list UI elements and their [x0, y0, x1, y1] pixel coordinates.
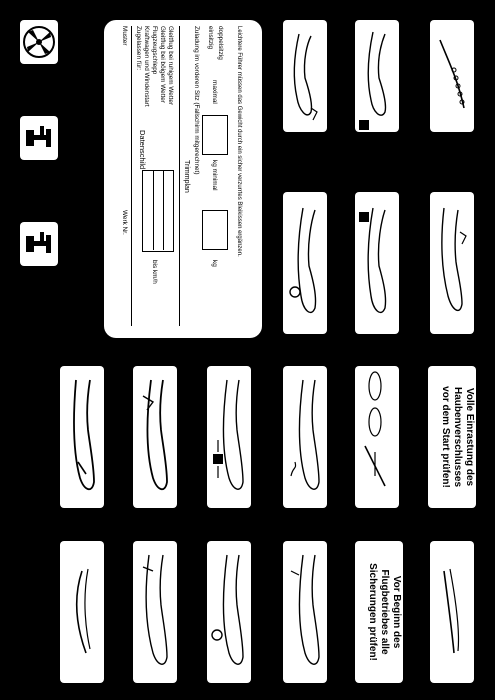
instruction-tile	[207, 541, 251, 683]
warning-haube-text: Volle Einrastung des Haubenverschlusses vor dem Start prüfen!	[440, 386, 475, 488]
einsitzig-label: einsitzig	[207, 26, 214, 50]
instruction-tile	[430, 20, 474, 132]
control-stick-icon	[20, 116, 58, 160]
min-box	[202, 210, 228, 250]
kraftwagen-label: Kraftwagen und Windenstart	[143, 26, 150, 107]
trimmplan-label: Trimmplan	[183, 160, 190, 193]
propeller-disc-icon	[20, 20, 58, 64]
instruction-tile	[355, 192, 399, 334]
instruction-tile	[60, 366, 104, 508]
instruction-tile	[355, 20, 399, 132]
instruction-tile	[60, 541, 104, 683]
instruction-tile	[283, 20, 327, 132]
doppelsitzig-label: doppelsitzig	[217, 26, 224, 60]
instruction-tile	[207, 366, 251, 508]
datenschild-label: Datenschild	[138, 130, 147, 170]
zugelassen-label: Zugelassen für:	[135, 26, 142, 71]
warning-haube-plate	[428, 366, 476, 508]
instruction-tile	[283, 541, 327, 683]
propeller-icon-tile	[20, 20, 58, 64]
zuladung-label: Zuladung im vorderen Sitz (Fallschirm mitgerechnet)	[193, 26, 200, 175]
kg-label: kg	[211, 260, 218, 267]
warning-sicherung-text: Vor Beginn des Flugbetriebes alle Sicherungen prüfen!	[367, 563, 402, 661]
instruction-tile	[133, 366, 177, 508]
werknr-label: Werk Nr.	[121, 210, 128, 235]
warning-sicherung-plate	[355, 541, 403, 683]
instruction-tile	[430, 192, 474, 334]
gleitflug-ruhig-label: Gleitflug bei ruhigem Wetter	[167, 26, 174, 106]
gleitflug-boeig-label: Gleitflug bei böigem Wetter	[159, 26, 166, 103]
instruction-tile	[283, 366, 327, 508]
max-box	[202, 115, 228, 155]
data-placard	[104, 20, 262, 338]
muster-label: Muster	[121, 26, 128, 46]
bis-kmh-label: bis km/h	[151, 260, 158, 284]
speed-grid	[142, 170, 174, 252]
maximal-label: maximal	[211, 80, 218, 104]
flugzeugschlepp-label: Flugzeugschlepp	[151, 26, 158, 75]
instruction-tile	[283, 192, 327, 334]
instruction-tile	[133, 541, 177, 683]
control-stick-icon-tile-2	[20, 222, 58, 266]
instruction-tile	[355, 366, 399, 508]
footnote: Leichtere Führer müssen das Gewicht durch ein sicher verzurrtes Bleikissen ergänzen.	[236, 26, 242, 257]
kg-minimal-label: kg minimal	[211, 160, 218, 191]
control-stick-icon-tile-1	[20, 116, 58, 160]
control-stick-icon	[20, 222, 58, 266]
instruction-tile	[430, 541, 474, 683]
